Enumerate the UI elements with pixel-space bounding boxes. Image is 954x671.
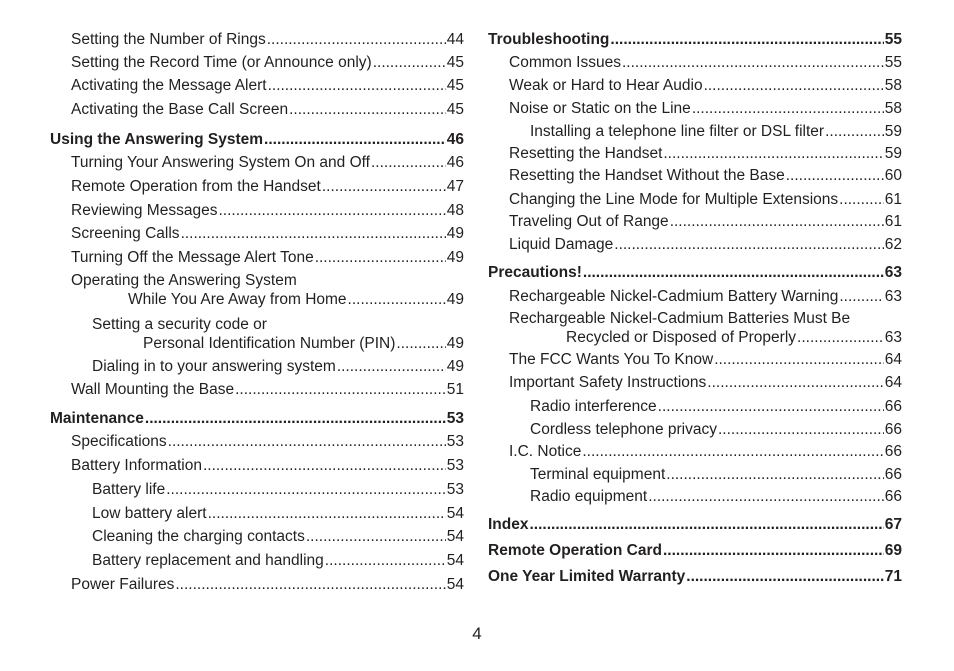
toc-entry-title: Radio interference — [530, 398, 657, 415]
dot-leader — [203, 456, 446, 476]
toc-page-number: 45 — [446, 54, 464, 71]
toc-entry-title: Battery life — [92, 481, 166, 498]
dot-leader — [337, 357, 446, 377]
toc-entry-maintenance[interactable] — [50, 409, 464, 429]
toc-page-number: 63 — [884, 288, 902, 305]
toc-entry-battery-information[interactable] — [50, 456, 464, 476]
dot-leader — [718, 420, 884, 440]
toc-entry-title: Turning Your Answering System On and Off — [71, 154, 370, 171]
dot-leader — [325, 551, 446, 571]
toc-entry-continuation: While You Are Away from Home — [128, 291, 347, 308]
toc-entry-rechargeable-nickel-cadmium-batteries-must-be[interactable] — [488, 328, 902, 348]
dot-leader — [686, 567, 883, 587]
dot-leader — [208, 504, 446, 524]
toc-entry-title: Activating the Base Call Screen — [71, 101, 289, 118]
toc-entry-activating-the-message-alert[interactable] — [50, 76, 464, 96]
dot-leader — [396, 334, 445, 354]
toc-page-number: 45 — [446, 77, 464, 94]
dot-leader — [648, 487, 884, 507]
dot-leader — [670, 212, 884, 232]
toc-page-number: 49 — [446, 291, 464, 308]
toc-entry-reviewing-messages[interactable] — [50, 201, 464, 221]
toc-page-number: 47 — [446, 178, 464, 195]
toc-entry-radio-interference[interactable] — [488, 397, 902, 417]
toc-page-number: 54 — [446, 576, 464, 593]
toc-page-number: 60 — [884, 167, 902, 184]
toc-page-number: 48 — [446, 202, 464, 219]
toc-entry-screening-calls[interactable] — [50, 224, 464, 244]
toc-entry-title: Index — [488, 516, 529, 533]
toc-entry-noise-or-static-on-the-line[interactable] — [488, 99, 902, 119]
toc-page-number: 66 — [884, 466, 902, 483]
toc-entry-important-safety-instructions[interactable] — [488, 373, 902, 393]
toc-entry-title: Precautions! — [488, 264, 582, 281]
toc-entry-title: Setting the Number of Rings — [71, 31, 266, 48]
toc-entry-title: Resetting the Handset — [509, 145, 663, 162]
toc-page-number: 66 — [884, 488, 902, 505]
toc-page-number: 53 — [446, 410, 464, 427]
toc-page-number: 59 — [884, 123, 902, 140]
toc-entry-title: Operating the Answering System — [71, 272, 297, 289]
toc-entry-power-failures[interactable] — [50, 575, 464, 595]
toc-entry-radio-equipment[interactable] — [488, 487, 902, 507]
toc-entry-title: Important Safety Instructions — [509, 374, 707, 391]
toc-entry-title: Power Failures — [71, 576, 175, 593]
toc-entry-operating-the-answering-system[interactable] — [50, 290, 464, 310]
toc-entry-continuation: Recycled or Disposed of Properly — [566, 329, 797, 346]
toc-page-number: 45 — [446, 101, 464, 118]
toc-page-number: 54 — [446, 505, 464, 522]
dot-leader — [145, 409, 446, 429]
toc-entry-title: I.C. Notice — [509, 443, 582, 460]
toc-entry-rechargeable-nickel-cadmium-battery-warning[interactable] — [488, 287, 902, 307]
dot-leader — [348, 290, 446, 310]
toc-entry-troubleshooting[interactable] — [488, 30, 902, 50]
toc-entry-remote-operation-from-the-handset[interactable] — [50, 177, 464, 197]
dot-leader — [166, 480, 446, 500]
dot-leader — [235, 380, 446, 400]
page-number: 4 — [472, 624, 482, 643]
toc-entry-title: The FCC Wants You To Know — [509, 351, 714, 368]
toc-entry-cordless-telephone-privacy[interactable] — [488, 420, 902, 440]
toc-entry-resetting-the-handset-without-the-base[interactable] — [488, 166, 902, 186]
toc-entry-title: Terminal equipment — [530, 466, 666, 483]
dot-leader — [622, 53, 884, 73]
toc-entry-dialing-in-to-your-answering-system[interactable] — [50, 357, 464, 377]
dot-leader — [322, 177, 446, 197]
toc-page-number: 44 — [446, 31, 464, 48]
toc-page-number: 62 — [884, 236, 902, 253]
toc-page-number: 67 — [884, 516, 902, 533]
dot-leader — [704, 76, 884, 96]
dot-leader — [663, 541, 884, 561]
toc-entry-title: Rechargeable Nickel-Cadmium Battery Warning — [509, 288, 839, 305]
toc-entry-turning-your-answering-system-on-and-off[interactable] — [50, 153, 464, 173]
toc-page-number: 63 — [884, 264, 902, 281]
toc-entry-title: Common Issues — [509, 54, 621, 71]
toc-entry-title: Battery Information — [71, 457, 202, 474]
toc-page-number: 49 — [446, 335, 464, 352]
dot-leader — [267, 30, 446, 50]
toc-page-number: 49 — [446, 225, 464, 242]
toc-page-number: 54 — [446, 552, 464, 569]
toc-page-number: 49 — [446, 358, 464, 375]
toc-page-number: 51 — [446, 381, 464, 398]
toc-entry-index[interactable] — [488, 515, 902, 535]
toc-entry-terminal-equipment[interactable] — [488, 465, 902, 485]
toc-entry-title: Using the Answering System — [50, 131, 264, 148]
toc-entry-title: Radio equipment — [530, 488, 648, 505]
toc-entry-title: Cleaning the charging contacts — [92, 528, 305, 545]
toc-page-number: 66 — [884, 443, 902, 460]
toc-entry-remote-operation-card[interactable] — [488, 541, 902, 561]
dot-leader — [373, 53, 446, 73]
toc-entry-turning-off-the-message-alert-tone[interactable] — [50, 248, 464, 268]
dot-leader — [175, 575, 445, 595]
toc-entry-the-fcc-wants-you-to-know[interactable] — [488, 350, 902, 370]
toc-entry-title: Rechargeable Nickel-Cadmium Batteries Must Be — [509, 310, 851, 327]
dot-leader — [825, 122, 884, 142]
toc-entry-setting-the-number-of-rings[interactable] — [50, 30, 464, 50]
toc-page-number: 46 — [446, 131, 464, 148]
toc-entry-battery-life[interactable] — [50, 480, 464, 500]
toc-page-number: 61 — [884, 213, 902, 230]
toc-entry-title: Specifications — [71, 433, 167, 450]
toc-entry-using-the-answering-system[interactable] — [50, 130, 464, 150]
toc-entry-title: One Year Limited Warranty — [488, 568, 686, 585]
toc-entry-i-c-notice[interactable] — [488, 442, 902, 462]
toc-entry-common-issues[interactable] — [488, 53, 902, 73]
dot-leader — [614, 235, 883, 255]
dot-leader — [264, 130, 446, 150]
toc-entry-title: Weak or Hard to Hear Audio — [509, 77, 703, 94]
toc-entry-title: Screening Calls — [71, 225, 180, 242]
toc-page-number: 61 — [884, 191, 902, 208]
toc-entry-activating-the-base-call-screen[interactable] — [50, 100, 464, 120]
dot-leader — [583, 263, 884, 283]
toc-entry-title: Noise or Static on the Line — [509, 100, 691, 117]
toc-entry-title: Activating the Message Alert — [71, 77, 267, 94]
toc-entry-title: Reviewing Messages — [71, 202, 218, 219]
toc-entry-title: Battery replacement and handling — [92, 552, 324, 569]
dot-leader — [289, 100, 446, 120]
toc-page-number: 71 — [884, 568, 902, 585]
toc-entry-title: Remote Operation from the Handset — [71, 178, 321, 195]
toc-entry-low-battery-alert[interactable] — [50, 504, 464, 524]
toc-entry-cleaning-the-charging-contacts[interactable] — [50, 527, 464, 547]
toc-page-number: 59 — [884, 145, 902, 162]
toc-entry-title: Troubleshooting — [488, 31, 610, 48]
toc-entry-liquid-damage[interactable] — [488, 235, 902, 255]
toc-entry-title: Remote Operation Card — [488, 542, 662, 559]
dot-leader — [707, 373, 883, 393]
toc-entry-setting-a-security-code-or[interactable] — [50, 334, 464, 354]
toc-page-number: 55 — [884, 31, 902, 48]
toc-entry-title: Setting the Record Time (or Announce only) — [71, 54, 372, 71]
dot-leader — [529, 515, 883, 535]
toc-entry-title: Low battery alert — [92, 505, 207, 522]
toc-entry-title: Liquid Damage — [509, 236, 614, 253]
toc-entry-one-year-limited-warranty[interactable] — [488, 567, 902, 587]
toc-page-number: 69 — [884, 542, 902, 559]
dot-leader — [268, 76, 446, 96]
toc-page-number: 53 — [446, 433, 464, 450]
toc-entry-resetting-the-handset[interactable] — [488, 144, 902, 164]
dot-leader — [371, 153, 446, 173]
toc-entry-precautions[interactable] — [488, 263, 902, 283]
toc-page-number: 58 — [884, 77, 902, 94]
dot-leader — [797, 328, 884, 348]
toc-page-number: 58 — [884, 100, 902, 117]
toc-entry-traveling-out-of-range[interactable] — [488, 212, 902, 232]
toc-page-number: 46 — [446, 154, 464, 171]
dot-leader — [666, 465, 883, 485]
toc-page-number: 55 — [884, 54, 902, 71]
dot-leader — [181, 224, 446, 244]
toc-entry-specifications[interactable] — [50, 432, 464, 452]
toc-page-number: 53 — [446, 457, 464, 474]
dot-leader — [218, 201, 445, 221]
dot-leader — [692, 99, 884, 119]
toc-entry-weak-or-hard-to-hear-audio[interactable] — [488, 76, 902, 96]
toc-entry-title: Installing a telephone line filter or DSL filter — [530, 123, 825, 140]
toc-entry-setting-the-record-time-or-announce-only[interactable] — [50, 53, 464, 73]
toc-entry-title: Wall Mounting the Base — [71, 381, 235, 398]
toc-entry-title: Setting a security code or — [92, 316, 267, 333]
dot-leader — [663, 144, 883, 164]
dot-leader — [786, 166, 884, 186]
toc-entry-wall-mounting-the-base[interactable] — [50, 380, 464, 400]
toc-entry-changing-the-line-mode-for-multiple-extensions[interactable] — [488, 190, 902, 210]
dot-leader — [168, 432, 446, 452]
toc-entry-title: Cordless telephone privacy — [530, 421, 717, 438]
toc-entry-title: Turning Off the Message Alert Tone — [71, 249, 314, 266]
toc-entry-title: Traveling Out of Range — [509, 213, 669, 230]
toc-page-number: 53 — [446, 481, 464, 498]
toc-page-number: 66 — [884, 398, 902, 415]
toc-entry-battery-replacement-and-handling[interactable] — [50, 551, 464, 571]
toc-page-number: 64 — [884, 374, 902, 391]
toc-entry-title: Changing the Line Mode for Multiple Extensions — [509, 191, 839, 208]
toc-entry-title: Resetting the Handset Without the Base — [509, 167, 785, 184]
toc-page-number: 64 — [884, 351, 902, 368]
dot-leader — [839, 190, 884, 210]
dot-leader — [315, 248, 446, 268]
toc-page-number: 63 — [884, 329, 902, 346]
toc-page-number: 66 — [884, 421, 902, 438]
dot-leader — [582, 442, 883, 462]
dot-leader — [839, 287, 883, 307]
toc-page-number: 49 — [446, 249, 464, 266]
toc-entry-continuation: Personal Identification Number (PIN) — [143, 335, 396, 352]
toc-page-number: 54 — [446, 528, 464, 545]
toc-entry-title: Maintenance — [50, 410, 144, 427]
dot-leader — [714, 350, 884, 370]
dot-leader — [306, 527, 446, 547]
dot-leader — [658, 397, 884, 417]
dot-leader — [610, 30, 883, 50]
toc-entry-title: Dialing in to your answering system — [92, 358, 336, 375]
toc-entry-installing-a-telephone-line-filter-or-dsl-filter[interactable] — [488, 122, 902, 142]
